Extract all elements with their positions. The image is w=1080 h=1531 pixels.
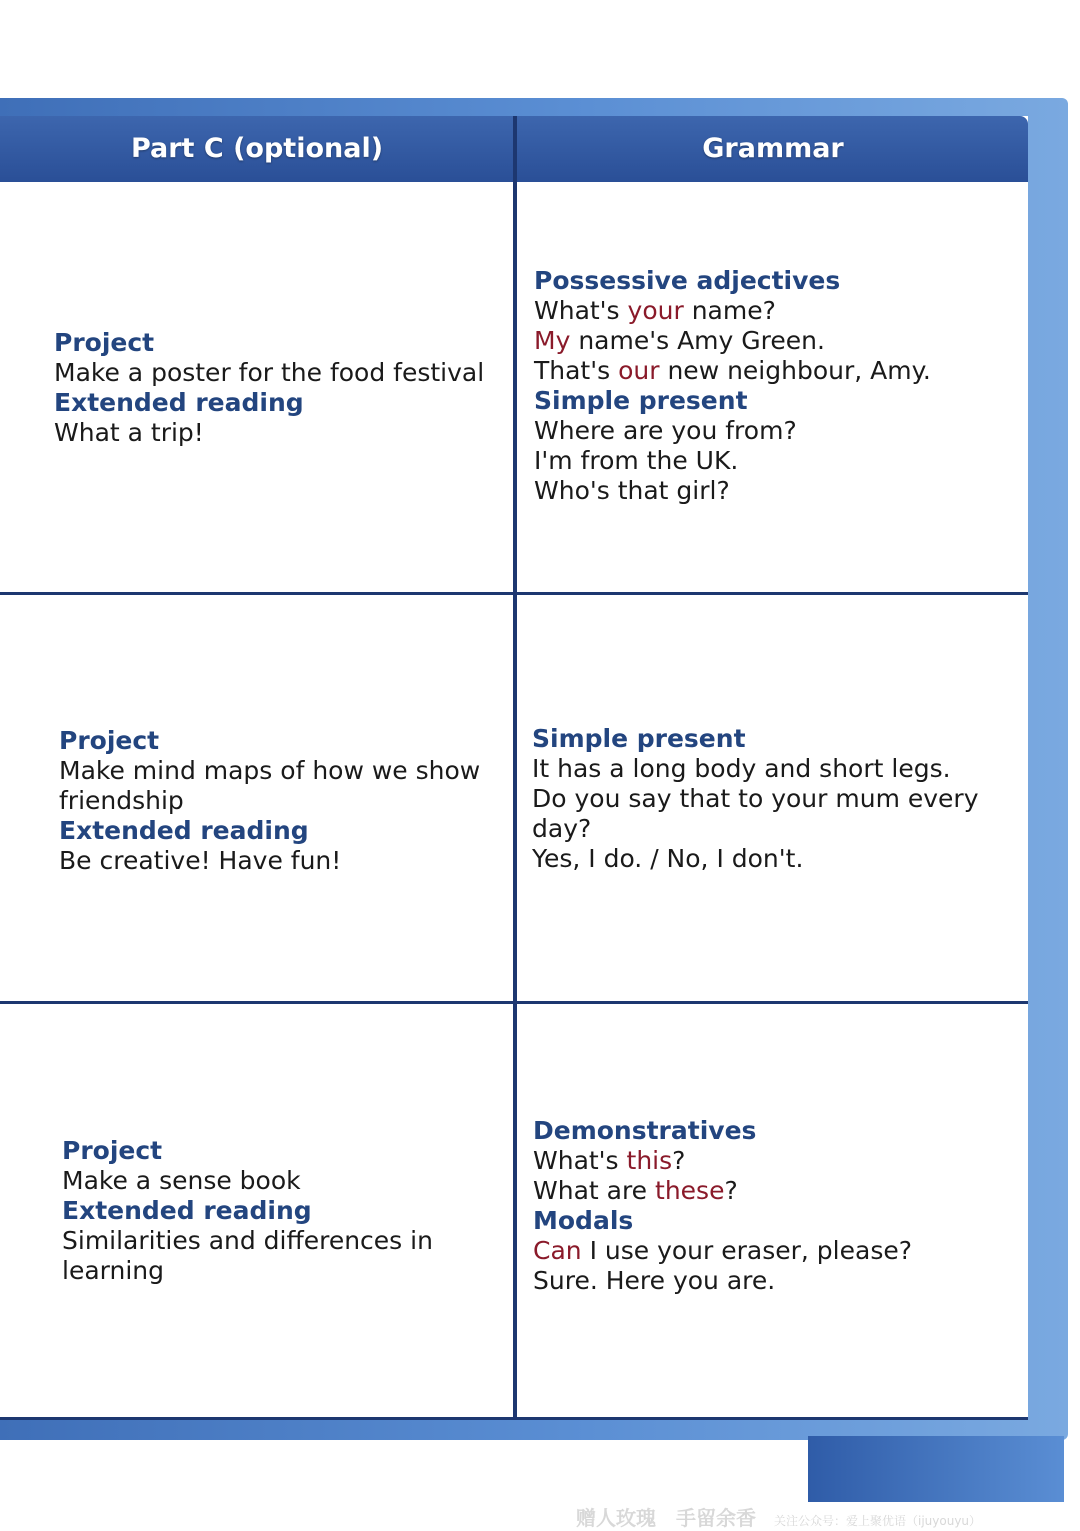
- extended-reading-text: What a trip!: [54, 418, 204, 447]
- project-heading: Project: [59, 726, 160, 755]
- grammar-example: My name's Amy Green.: [534, 326, 825, 355]
- extended-reading-heading: Extended reading: [62, 1196, 312, 1225]
- watermark-footer: [576, 1502, 1076, 1530]
- grammar-example: That's our new neighbour, Amy.: [534, 356, 931, 385]
- project-text: Make mind maps of how we show friendship: [59, 756, 481, 815]
- grammar-example: What's your name?: [534, 296, 776, 325]
- grammar-example: It has a long body and short legs.: [532, 754, 951, 783]
- extended-reading-text: Similarities and differences in learning: [62, 1226, 433, 1285]
- row2-grammar-cell: [532, 724, 1002, 874]
- grammar-example: Where are you from?: [534, 416, 797, 445]
- column-divider: [513, 116, 517, 1420]
- project-heading: Project: [54, 328, 155, 357]
- grammar-heading: Possessive adjectives: [534, 266, 841, 295]
- row3-grammar-cell: [533, 1116, 1013, 1296]
- row1-grammar-cell: [534, 266, 1014, 506]
- grammar-example: What are these?: [533, 1176, 738, 1205]
- project-heading: Project: [62, 1136, 163, 1165]
- grammar-example: Sure. Here you are.: [533, 1266, 776, 1295]
- grammar-example: What's this?: [533, 1146, 686, 1175]
- grammar-example: Yes, I do. / No, I don't.: [532, 844, 804, 873]
- extended-reading-heading: Extended reading: [54, 388, 304, 417]
- grammar-heading: Simple present: [534, 386, 748, 415]
- grammar-heading: Modals: [533, 1206, 634, 1235]
- header-grammar: Grammar: [702, 133, 844, 164]
- row-divider: [0, 592, 1028, 595]
- extended-reading-text: Be creative! Have fun!: [59, 846, 342, 875]
- page-tab: [808, 1436, 1064, 1502]
- header-part-c: Part C (optional): [130, 133, 384, 164]
- row2-part-c-cell: [59, 726, 504, 876]
- watermark-sub: 关注公众号：爱上聚优语（ijuyouyu）: [774, 1514, 982, 1528]
- row3-part-c-cell: [62, 1136, 502, 1286]
- grammar-heading: Simple present: [532, 724, 746, 753]
- row1-part-c-cell: [54, 328, 504, 448]
- watermark-main: 赠人玫瑰 手留余香: [576, 1506, 756, 1530]
- project-text: Make a sense book: [62, 1166, 301, 1195]
- grammar-example: I'm from the UK.: [534, 446, 739, 475]
- grammar-example: Do you say that to your mum every day?: [532, 784, 979, 843]
- row-divider: [0, 1001, 1028, 1004]
- grammar-example: Can I use your eraser, please?: [533, 1236, 912, 1265]
- project-text: Make a poster for the food festival: [54, 358, 485, 387]
- grammar-example: Who's that girl?: [534, 476, 730, 505]
- extended-reading-heading: Extended reading: [59, 816, 309, 845]
- table-bottom-border: [0, 1417, 1028, 1420]
- grammar-heading: Demonstratives: [533, 1116, 757, 1145]
